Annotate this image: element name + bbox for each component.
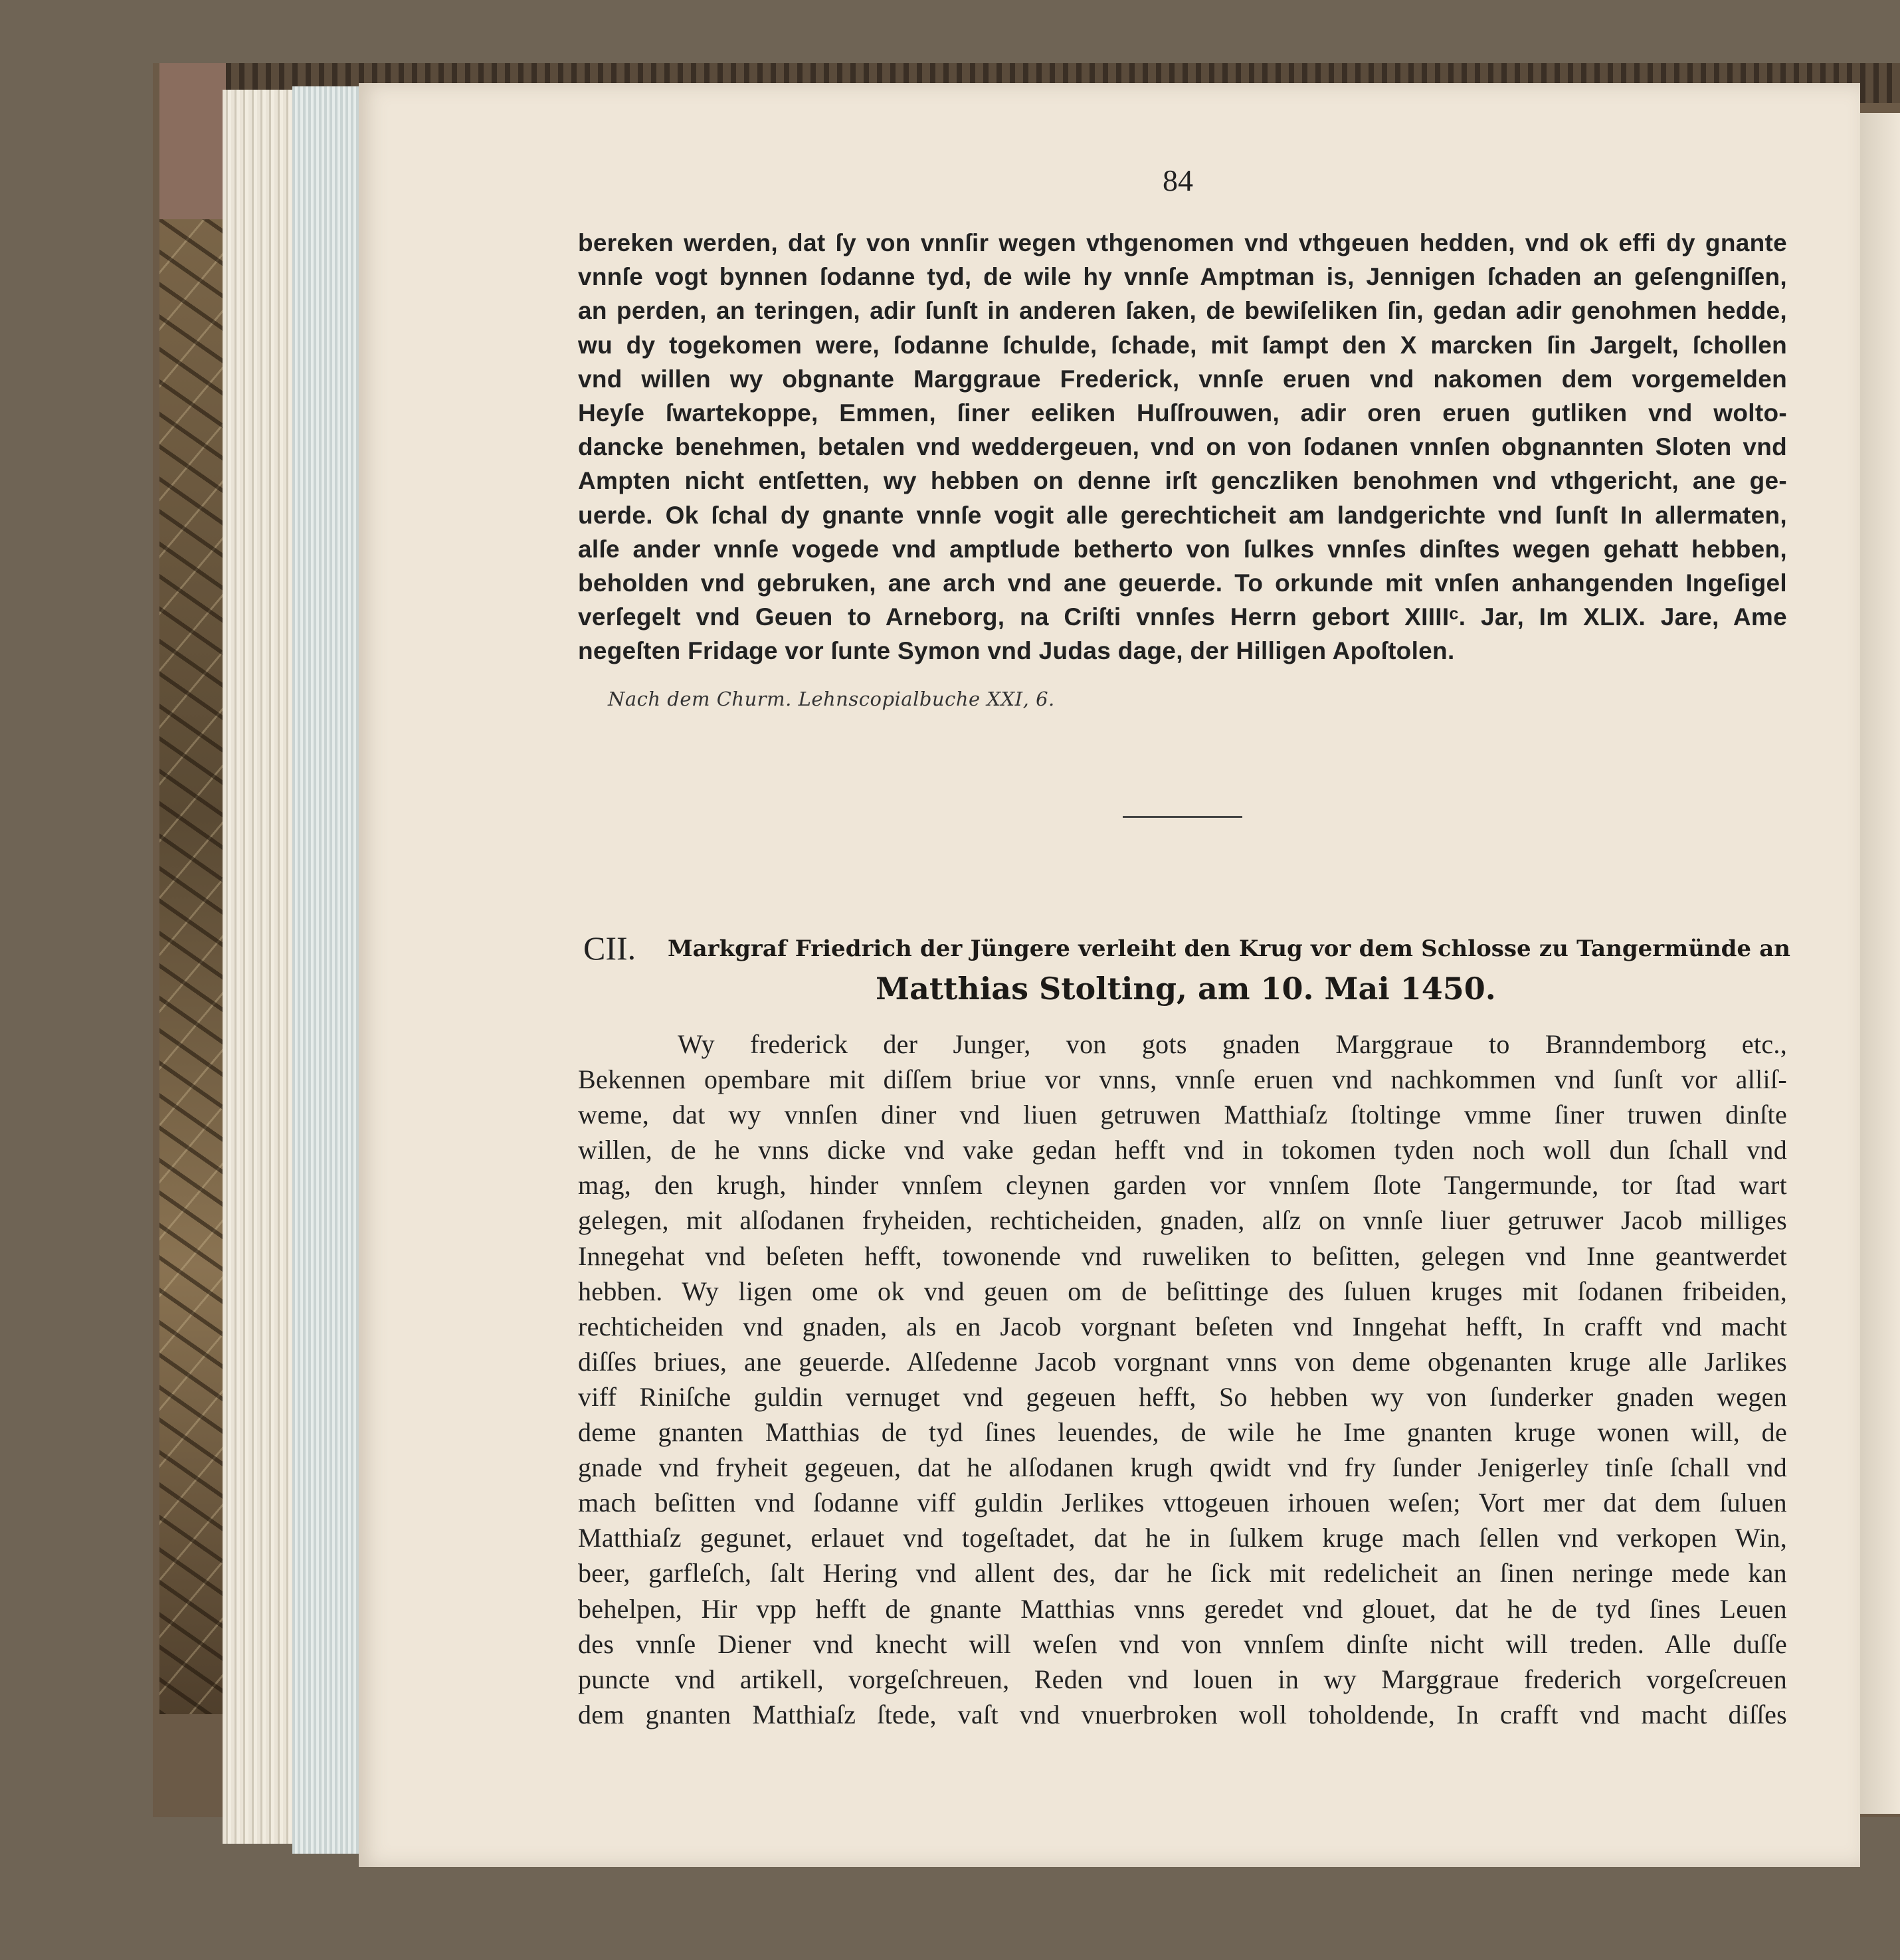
text-line: rechticheiden vnd gnaden, als en Jacob vorgnant beſeten vnd Inngehat hefft, In crafft vnd macht: [578, 1311, 1787, 1341]
paragraph-2: [578, 1027, 1787, 1732]
text-line: vnd willen wy obgnante Marggraue Frederick, vnnſe eruen vnd nakomen dem vorgemelden: [578, 365, 1787, 393]
text-line: verſegelt vnd Geuen to Arneborg, na Criſti vnnſes Herrn gebort XIIIIᶜ. Jar, Im XLIX. Jare, Ame: [578, 603, 1787, 631]
text-line: wu dy togekomen were, ſodanne ſchulde, ſchade, mit ſampt den X marcken ſin Jargelt, ſchollen: [578, 331, 1787, 359]
heading-line: Matthias Stolting, am 10. Mai 1450.: [876, 971, 1496, 1007]
heading-line: Markgraf Friedrich der Jüngere verleiht den Krug vor dem Schlosse zu Tangermünde an: [668, 935, 1790, 962]
page-stack-inner: [292, 86, 359, 1854]
text-line: Innegehat vnd beſeten hefft, towonende vnd ruweliken to beſitten, gelegen vnd Inne geantwerdet: [578, 1240, 1787, 1271]
cover-corner: [159, 63, 226, 219]
text-line: mach beſitten vnd ſodanne viff guldin Jerlikes vttogeuen irhouen weſen; Vort mer dat dem ſuluen: [578, 1488, 1787, 1518]
paragraph-1: [578, 226, 1787, 668]
text-line: dancke benehmen, betalen vnd weddergeuen, vnd on von ſodanen vnnſen obgnannten Sloten vnd: [578, 433, 1787, 461]
source-note: Nach dem Churm. Lehnscopialbuche XXI, 6.: [608, 688, 1055, 710]
text-line: des vnnſe Diener vnd knecht will weſen vnd von vnnſem dinſte nicht will treden. Alle duſſe: [578, 1628, 1787, 1659]
text-line: bereken werden, dat ſy von vnnſir wegen vthgenomen vnd vthgeuen hedden, vnd ok effi dy gnante: [578, 229, 1787, 256]
text-line: alſe ander vnnſe vogede vnd amptlude betherto von ſulkes vnnſes dinſtes wegen gehatt hebben,: [578, 535, 1787, 563]
text-line: mag, den krugh, hinder vnnſem cleynen garden vor vnnſem ſlote Tangermunde, tor ſtad wart: [578, 1170, 1787, 1201]
text-line: dem gnanten Matthiaſz ſtede, vaſt vnd vnuerbroken woll toholdende, In crafft vnd macht diſſes: [578, 1699, 1787, 1729]
text-line: Wy frederick der Junger, von gots gnaden Marggraue to Branndemborg etc.,: [678, 1029, 1787, 1059]
text-line: uerde. Ok ſchal dy gnante vnnſe vogit alle gerechticheit am landgerichte vnd ſunſt In allermaten,: [578, 501, 1787, 529]
text-line: willen, de he vnns dicke vnd vake gedan hefft vnd in tokomen tyden noch woll dun ſchall vnd: [578, 1135, 1787, 1165]
text-line: Heyſe ſwartekoppe, Emmen, ſiner eeliken Huſſrouwen, adir oren eruen gutliken vnd wolto-: [578, 399, 1787, 427]
text-line: vnnſe vogt bynnen ſodanne tyd, de wile hy vnnſe Amptman is, Jennigen ſchaden an geſengniſſen,: [578, 263, 1787, 291]
text-line: weme, dat wy vnnſen diner vnd liuen getruwen Matthiaſz ſtoltinge vmme ſiner truwen dinſte: [578, 1100, 1787, 1130]
facing-page-edge: [1860, 113, 1900, 1814]
text-line: behelpen, Hir vpp hefft de gnante Matthias vnns geredet vnd glouet, dat he de tyd ſines Leuen: [578, 1593, 1787, 1624]
text-line: gnade vnd fryheit gegeuen, dat he alſodanen krugh qwidt vnd fry ſunder Jenigerley tinſe ſchall vnd: [578, 1452, 1787, 1483]
text-line: hebben. Wy ligen ome ok vnd geuen om de beſittinge des ſuluen kruges mit ſodanen fribeiden,: [578, 1276, 1787, 1306]
text-line: viff Riniſche guldin vernuget vnd gegeuen hefft, So hebben wy von ſunderker gnaden wegen: [578, 1381, 1787, 1412]
document-number: CII.: [583, 930, 636, 967]
text-line: beer, garfleſch, ſalt Hering vnd allent des, dar he ſick mit redelicheit an ſinen neringe mede kan: [578, 1558, 1787, 1589]
document-heading: [668, 929, 1790, 1009]
text-line: Ampten nicht entſetten, wy hebben on denne irſt genczliken benohmen vnd vthgericht, ane ge-: [578, 467, 1787, 495]
text-line: puncte vnd artikell, vorgeſchreuen, Reden vnd louen in wy Marggraue frederich vorgeſcreuen: [578, 1664, 1787, 1694]
text-line: beholden vnd gebruken, ane arch vnd ane geuerde. To orkunde mit vnſen anhangenden Ingeſigel: [578, 569, 1787, 597]
text-line: an perden, an teringen, adir ſunſt in anderen ſaken, de bewiſeliken ſin, gedan adir genohmen hedde,: [578, 297, 1787, 325]
text-line: gelegen, mit alſodanen fryheiden, rechticheiden, gnaden, alſz on vnnſe liuer getruwer Jacob milliges: [578, 1205, 1787, 1236]
text-line: Bekennen opembare mit diſſem briue vor vnns, vnnſe eruen vnd nachkommen vnd ſunſt vor alliſ-: [578, 1064, 1787, 1095]
text-line: deme gnanten Matthias de tyd ſines leuendes, de wile he Ime gnanten kruge wonen will, de: [578, 1417, 1787, 1448]
text-line: negeſten Fridage vor ſunte Symon vnd Judas dage, der Hilligen Apoſtolen.: [578, 637, 1455, 665]
page-number: 84: [1163, 163, 1193, 197]
text-line: Matthiaſz gegunet, erlauet vnd togeſtadet, dat he in ſulkem kruge mach ſellen vnd verkopen Win,: [578, 1523, 1787, 1553]
section-divider: [1123, 816, 1242, 818]
text-line: diſſes briues, ane geuerde. Alſedenne Jacob vorgnant vnns von deme obgenanten kruge alle Jarlikes: [578, 1346, 1787, 1377]
